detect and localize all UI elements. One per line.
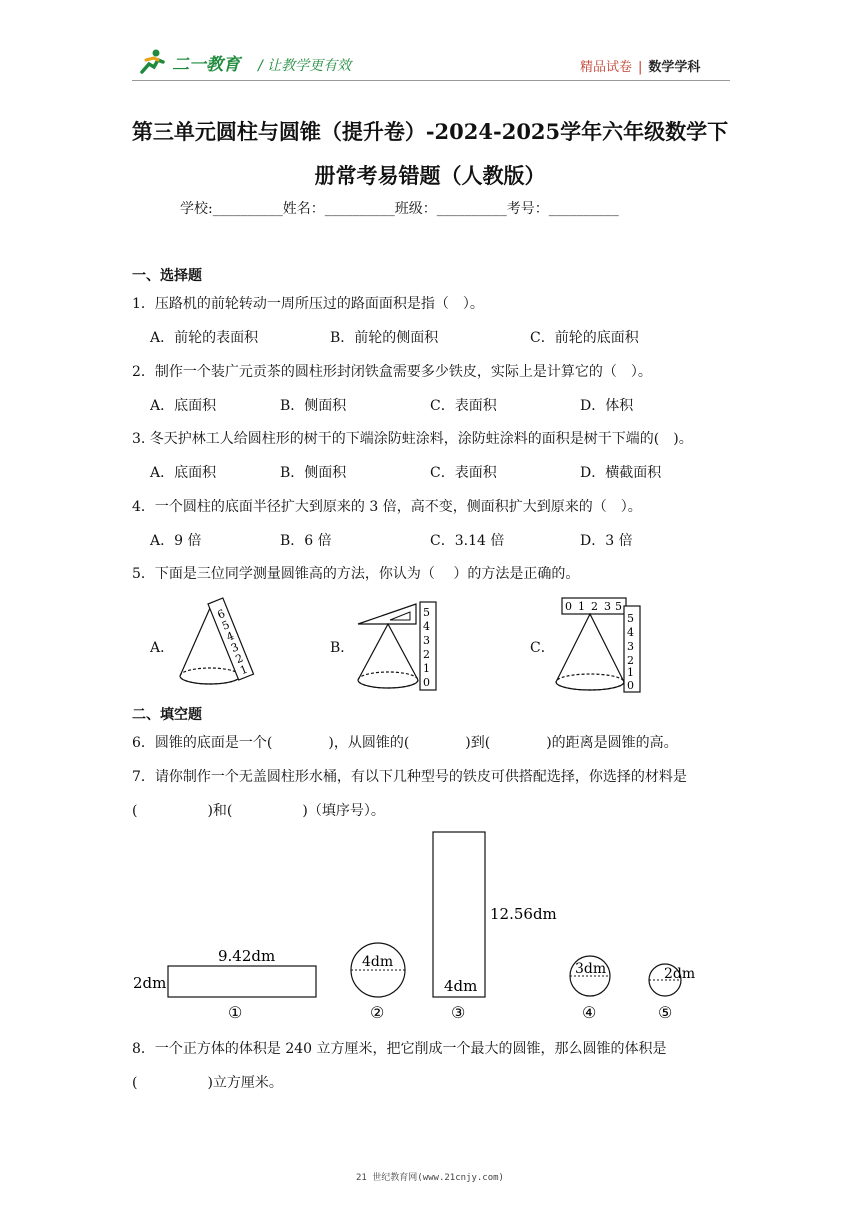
- header-divider: [132, 80, 730, 81]
- q4-option-d: D．3 倍: [580, 533, 633, 549]
- logo-text: 二一教育: [172, 54, 240, 75]
- ruler-c-top-1: 1: [578, 600, 585, 613]
- ruler-c-top-2: 2: [591, 600, 598, 613]
- figure-a-cone-ruler: [170, 596, 270, 696]
- q3-option-c: C．表面积: [430, 465, 497, 481]
- question-7-line2: ( )和( )（填序号）。: [132, 803, 385, 819]
- figure-c-cone-rulers: [548, 596, 648, 696]
- ruler-b-mark-6: 0: [423, 676, 430, 689]
- question-3: 3. 冬天护林工人给圆柱形的树干的下端涂防蛀涂料，涂防蛀涂料的面积是树干下端的( )。: [132, 431, 693, 447]
- rect1-height-label: 2dm: [133, 974, 167, 992]
- question-8-line1: 8．一个正方体的体积是 240 立方厘米，把它削成一个最大的圆锥，那么圆锥的体积是: [132, 1041, 667, 1057]
- ruler-c-top-0: 0: [565, 600, 572, 613]
- figure-b-cone-triangle: [350, 600, 450, 696]
- label-1: ①: [228, 1003, 243, 1022]
- circle5-label: 2dm: [664, 966, 696, 982]
- q1-option-b: B．前轮的侧面积: [330, 330, 439, 346]
- q1-option-c: C．前轮的底面积: [530, 330, 639, 346]
- q5-label-b: B．: [330, 640, 355, 656]
- ruler-c-mark-3: 3: [627, 640, 634, 653]
- q1-option-a: A．前轮的表面积: [150, 330, 259, 346]
- page-footer: 21 世纪教育网(www.21cnjy.com): [356, 1173, 504, 1183]
- student-info-line: 学校:__________姓名：__________班级：__________考号：__________: [180, 201, 619, 217]
- ruler-c-mark-4: 2: [627, 654, 634, 667]
- q5-label-c: C．: [530, 640, 555, 656]
- question-1: 1．压路机的前轮转动一周所压过的路面面积是指（ ）。: [132, 296, 484, 312]
- circle4-label: 3dm: [575, 961, 607, 977]
- header-right: [580, 56, 700, 75]
- circle2-label: 4dm: [362, 954, 394, 970]
- label-4: ④: [582, 1003, 597, 1022]
- label-3: ③: [451, 1003, 466, 1022]
- question-5: 5．下面是三位同学测量圆锥高的方法，你认为（ ）的方法是正确的。: [132, 566, 580, 582]
- q3-option-d: D．横截面积: [580, 465, 662, 481]
- ruler-b-mark-4: 2: [423, 648, 430, 661]
- q2-option-d: D．体积: [580, 398, 634, 414]
- ruler-a-mark-6: 1: [238, 662, 250, 678]
- rect3-width-label: 4dm: [444, 977, 478, 995]
- ruler-c-mark-6: 0: [627, 679, 634, 692]
- ruler-a-mark-2: 5: [220, 618, 232, 633]
- question-6: 6．圆锥的底面是一个( )，从圆锥的( )到( )的距离是圆锥的高。: [132, 735, 678, 751]
- ruler-a-mark-5: 2: [233, 651, 245, 667]
- q2-option-c: C．表面积: [430, 398, 497, 414]
- ruler-c-mark-1: 5: [627, 612, 634, 625]
- brand-logo: [136, 48, 240, 76]
- q4-option-c: C．3.14 倍: [430, 533, 505, 549]
- ruler-c-mark-2: 4: [627, 626, 634, 639]
- question-4: 4．一个圆柱的底面半径扩大到原来的 3 倍，高不变，侧面积扩大到原来的（ ）。: [132, 499, 642, 515]
- ruler-b-mark-3: 3: [423, 634, 430, 647]
- ruler-c-top-3: 3: [604, 600, 611, 613]
- q3-option-b: B．侧面积: [280, 465, 347, 481]
- ruler-b-mark-1: 5: [423, 606, 430, 619]
- section-heading-choice: 一、选择题: [132, 268, 202, 284]
- figure-q7-materials: [128, 828, 708, 1028]
- q4-option-a: A．9 倍: [150, 533, 202, 549]
- ruler-c-mark-5: 1: [627, 666, 634, 679]
- question-8-line2: ( )立方厘米。: [132, 1075, 283, 1091]
- runner-icon: [136, 48, 166, 76]
- ruler-a-mark-4: 3: [229, 640, 241, 655]
- ruler-c-top-5: 5: [615, 600, 622, 613]
- q2-option-a: A．底面积: [150, 398, 217, 414]
- q3-option-a: A．底面积: [150, 465, 217, 481]
- slogan: / 让教学更有效: [258, 58, 352, 74]
- question-7-line1: 7．请你制作一个无盖圆柱形水桶，有以下几种型号的铁皮可供搭配选择，你选择的材料是: [132, 769, 687, 785]
- ruler-b-mark-5: 1: [423, 662, 430, 675]
- header-tag: 精品试卷: [580, 60, 633, 75]
- header-subject: 数学学科: [648, 60, 701, 75]
- ruler-a-mark-3: 4: [224, 629, 236, 644]
- q4-option-b: B．6 倍: [280, 533, 332, 549]
- q5-label-a: A．: [150, 640, 175, 656]
- page-title-line1: 第三单元圆柱与圆锥（提升卷）-2024-2025学年六年级数学下: [131, 119, 729, 144]
- page-title-line2: 册常考易错题（人教版）: [314, 163, 546, 188]
- rect3-height-label: 12.56dm: [490, 905, 557, 923]
- section-heading-fill: 二、填空题: [132, 707, 202, 723]
- question-2: 2．制作一个装广元贡茶的圆柱形封闭铁盒需要多少铁皮，实际上是计算它的（ ）。: [132, 364, 652, 380]
- q2-option-b: B．侧面积: [280, 398, 347, 414]
- ruler-b-mark-2: 4: [423, 620, 430, 633]
- rect1-width-label: 9.42dm: [218, 947, 276, 965]
- label-2: ②: [370, 1003, 385, 1022]
- header-separator: |: [638, 60, 643, 75]
- label-5: ⑤: [658, 1003, 673, 1022]
- ruler-a-mark-1: 6: [215, 606, 227, 622]
